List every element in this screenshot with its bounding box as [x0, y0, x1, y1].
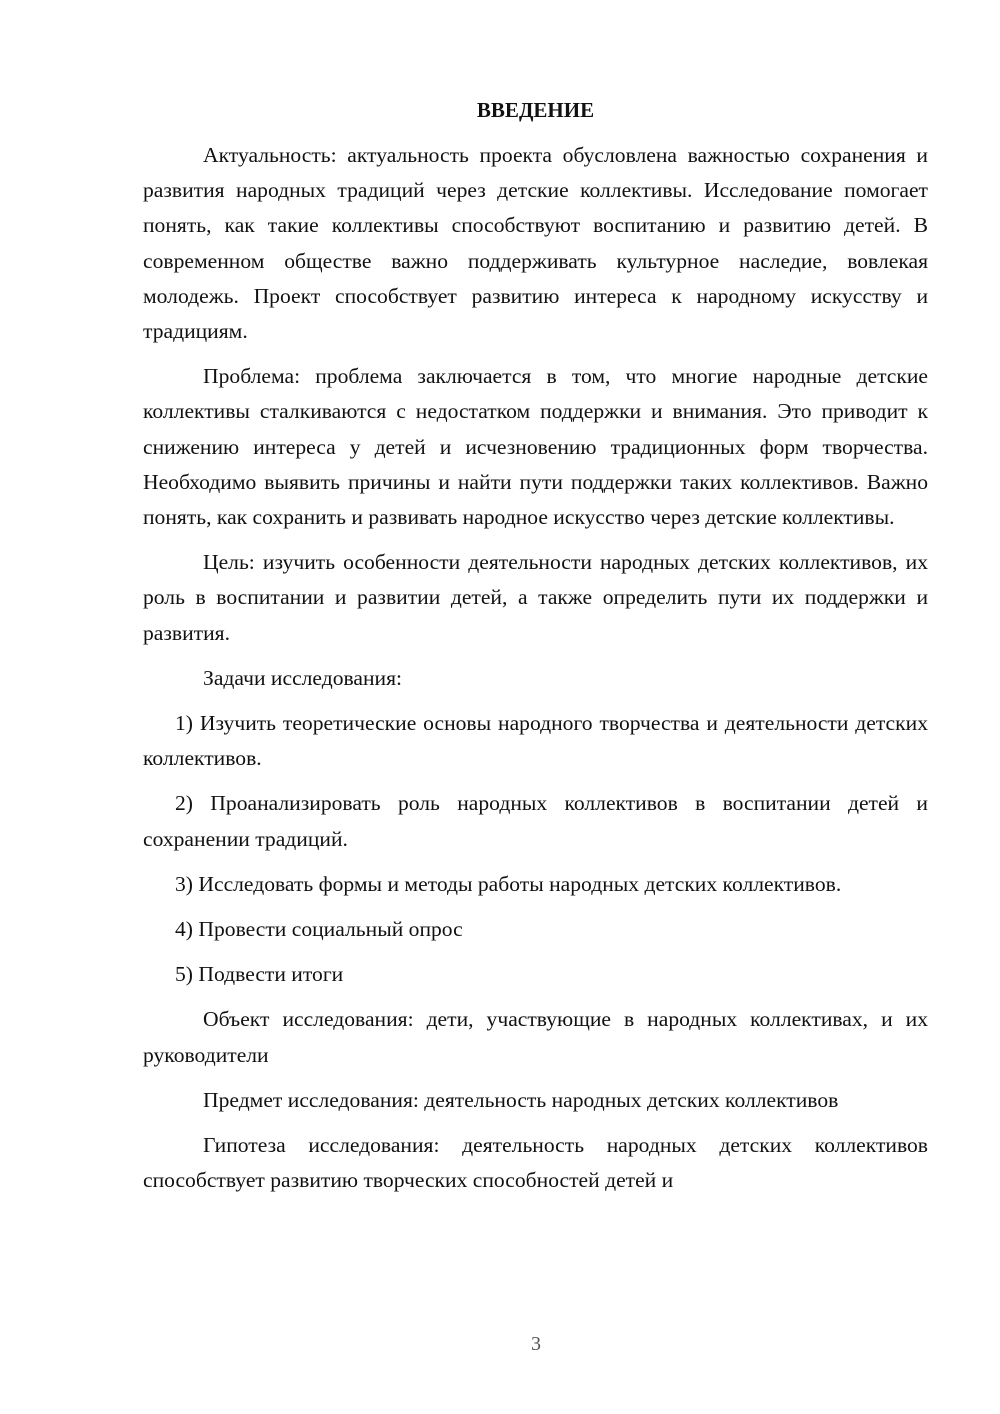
relevance-paragraph: Актуальность: актуальность проекта обусловлена важностью сохранения и развития народных традиций через детские коллективы. Исследование помогает понять, как такие коллективы способствуют воспитанию и развитию детей. В современном обществе важно поддерживать культурное наследие, вовлекая молодежь. Проект способствует развитию интереса к народному искусству и традициям.	[143, 143, 928, 344]
hypothesis-paragraph: Гипотеза исследования: деятельность народных детских коллективов способствует развитию творческих способностей детей и	[143, 1133, 928, 1193]
object-paragraph: Объект исследования: дети, участвующие в народных коллективах, и их руководители	[143, 1007, 928, 1067]
document-page	[143, 93, 928, 1208]
section-title: ВВЕДЕНИЕ	[476, 98, 595, 122]
problem-paragraph: Проблема: проблема заключается в том, что многие народные детские коллективы сталкиваются с недостатком поддержки и внимания. Это приводит к снижению интереса у детей и исчезновению традиционных форм творчества. Необходимо выявить причины и найти пути поддержки таких коллективов. Важно понять, как сохранить и развивать народное искусство через детские коллективы.	[143, 364, 928, 530]
task-item-5: 5) Подвести итоги	[175, 962, 344, 987]
task-item-3: 3) Исследовать формы и методы работы народных детских коллективов.	[175, 871, 842, 896]
page-number: 3	[531, 1333, 541, 1355]
task-item-2: 2) Проанализировать роль народных коллективов в воспитании детей и сохранении традиций.	[143, 791, 928, 851]
tasks-heading: Задачи исследования:	[203, 665, 403, 690]
task-item-4: 4) Провести социальный опрос	[175, 917, 463, 942]
goal-paragraph: Цель: изучить особенности деятельности народных детских коллективов, их роль в воспитании и развитии детей, а также определить пути их поддержки и развития.	[143, 550, 928, 645]
subject-paragraph: Предмет исследования: деятельность народных детских коллективов	[203, 1087, 839, 1112]
task-item-1: 1) Изучить теоретические основы народного творчества и деятельности детских коллективов.	[143, 711, 928, 771]
